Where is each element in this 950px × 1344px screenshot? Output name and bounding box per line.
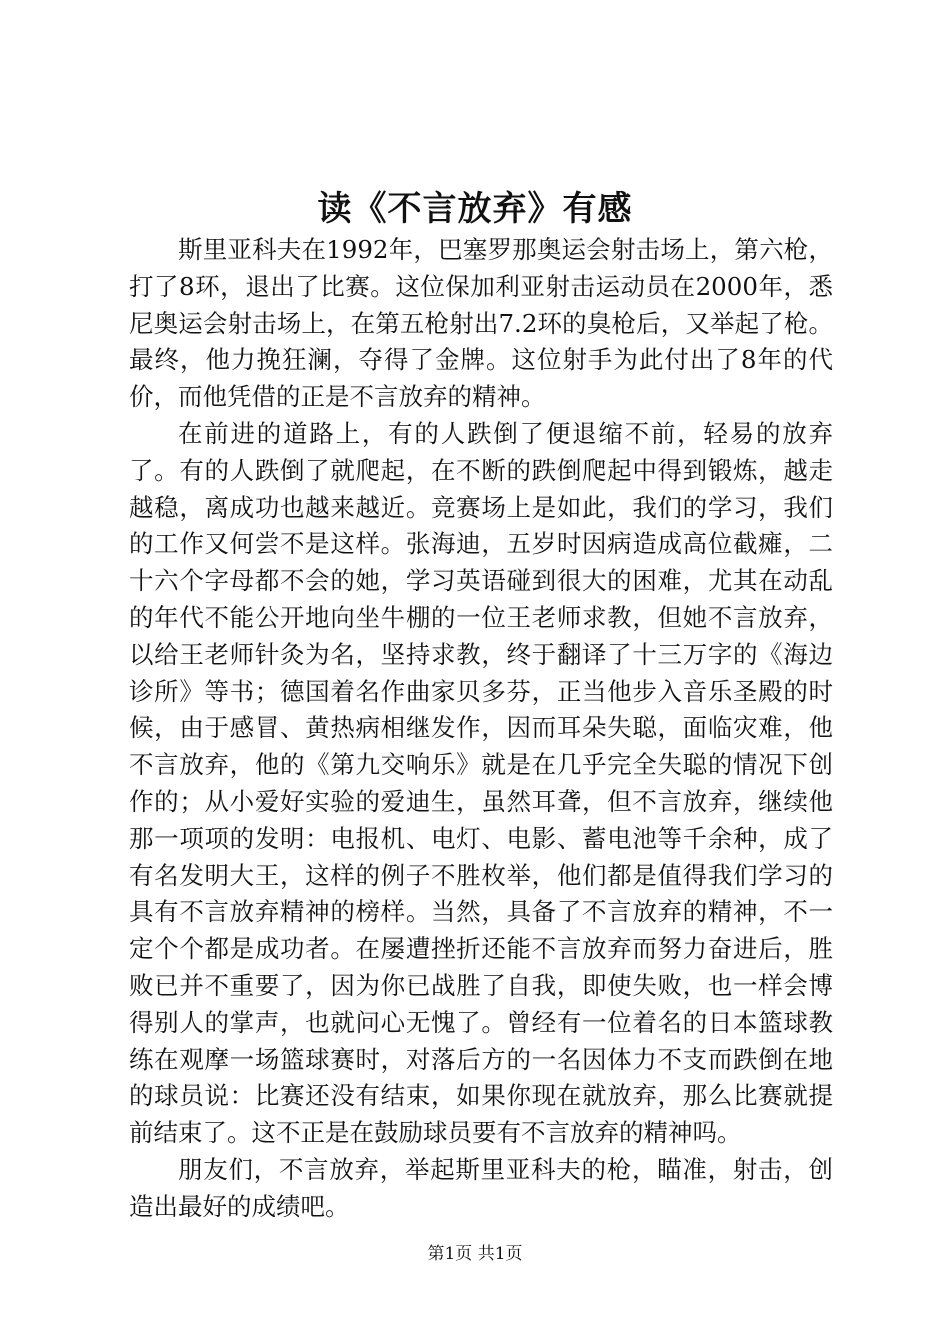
document-body [129, 232, 833, 1226]
page-footer: 第1页 共1页 [427, 1244, 523, 1264]
paragraph-1: 斯里亚科夫在1992年，巴塞罗那奥运会射击场上，第六枪，打了8环，退出了比赛。这位保加利亚射击运动员在2000年，悉尼奥运会射击场上，在第五枪射出7.2环的臭枪后，又举起了枪。最终，他力挽狂澜，夺得了金牌。这位射手为此付出了8年的代价，而他凭借的正是不言放弃的精神。 [129, 235, 833, 412]
paragraph-3: 朋友们，不言放弃，举起斯里亚科夫的枪，瞄准，射击，创造出最好的成绩吧。 [129, 1154, 833, 1221]
document-title: 读《不言放弃》有感 [317, 189, 633, 229]
paragraph-2: 在前进的道路上，有的人跌倒了便退缩不前，轻易的放弃了。有的人跌倒了就爬起，在不断的跌倒爬起中得到锻炼，越走越稳，离成功也越来越近。竞赛场上是如此，我们的学习，我们的工作又何尝不是这样。张海迪，五岁时因病造成高位截瘫，二十六个字母都不会的她，学习英语碰到很大的困难，尤其在动乱的年代不能公开地向坐牛棚的一位王老师求教，但她不言放弃，以给王老师针灸为名，坚持求教，终于翻译了十三万字的《海边诊所》等书；德国着名作曲家贝多芬，正当他步入音乐圣殿的时候，由于感冒、黄热病相继发作，因而耳朵失聪，面临灾难，他不言放弃，他的《第九交响乐》就是在几乎完全失聪的情况下创作的；从小爱好实验的爱迪生，虽然耳聋，但不言放弃，继续他那一项项的发明：电报机、电灯、电影、蓄电池等千余种，成了有名发明大王，这样的例子不胜枚举，他们都是值得我们学习的具有不言放弃精神的榜样。当然，具备了不言放弃的精神，不一定个个都是成功者。在屡遭挫折还能不言放弃而努力奋进后，胜败已并不重要了，因为你已战胜了自我，即使失败，也一样会博得别人的掌声，也就问心无愧了。曾经有一位着名的日本篮球教练在观摩一场篮球赛时，对落后方的一名因体力不支而跌倒在地的球员说：比赛还没有结束，如果你现在就放弃，那么比赛就提前结束了。这不正是在鼓励球员要有不言放弃的精神吗。 [129, 418, 833, 1148]
